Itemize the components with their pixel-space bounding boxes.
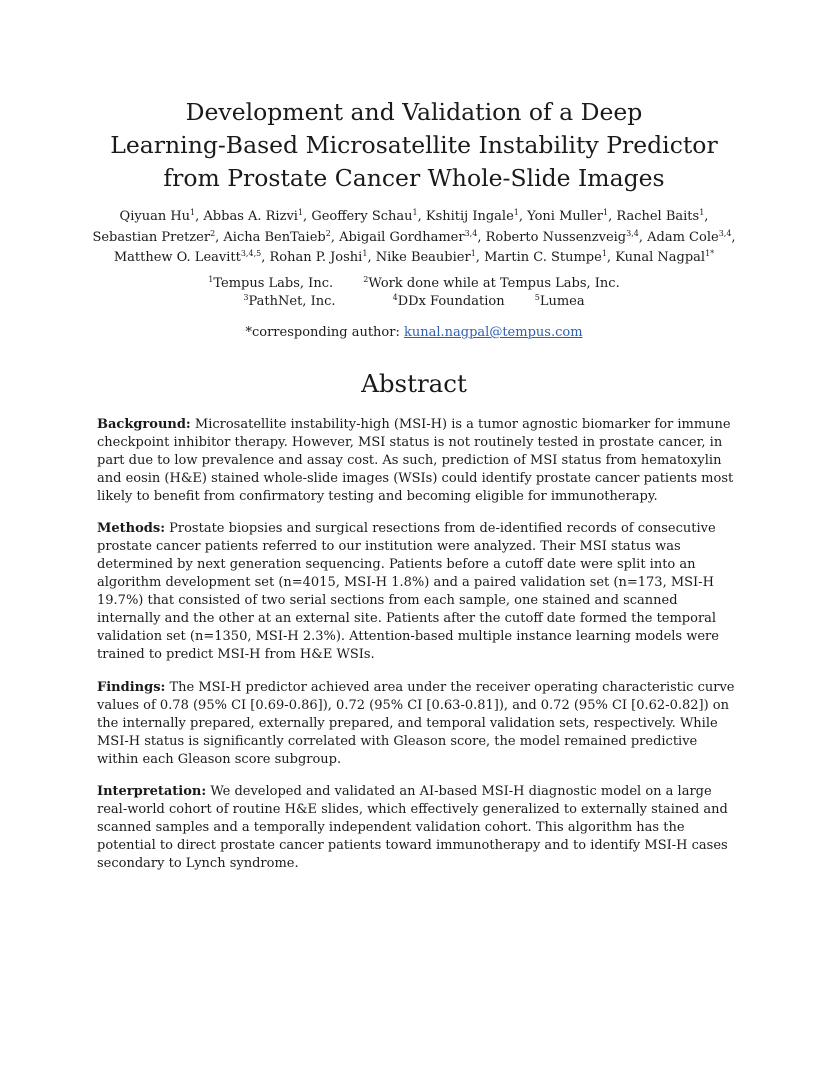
section-label: Methods: — [97, 521, 165, 536]
author: Martin C. Stumpe$^1$, — [484, 249, 616, 265]
abstract-interpretation — [97, 783, 737, 873]
section-label: Findings: — [97, 680, 166, 695]
title-line: Development and Validation of a Deep — [185, 98, 643, 126]
section-text: We developed and validated an AI-based MSI-H diagnostic model on a large real-world cohort of routine H&E slides, which effectively generalized to externally stained and scanned samples and a temporally independent validation cohort. This algorithm has the potential to direct prostate cancer patients toward immunotherapy and to identify MSI-H cases secondary to Lynch syndrome. — [97, 784, 728, 871]
corresponding-author — [60, 324, 768, 342]
abstract-background — [97, 416, 737, 506]
author: Sebastian Pretzer$^2$, — [92, 228, 224, 245]
affiliation: $^2$Work done while at Tempus Labs, Inc. — [363, 275, 620, 291]
author: Aicha BenTaieb$^2$, — [223, 228, 340, 245]
author: Kshitij Ingale$^1$, — [425, 208, 528, 224]
abstract-heading: Abstract — [361, 369, 467, 398]
author-list — [60, 207, 768, 269]
affiliation: $^4$DDx Foundation — [392, 293, 505, 309]
section-text: Microsatellite instability-high (MSI-H) is a tumor agnostic biomarker for immune checkpoint inhibitor therapy. However, MSI status is not routinely tested in prostate cancer, in part due to low prevalence and assay cost. As such, prediction of MSI status from hematoxylin and eosin (H&E) stained whole-slide images (WSIs) could identify prostate cancer patients most likely to benefit from confirmatory testing and becoming eligible for immunotherapy. — [97, 417, 734, 504]
affiliations-row — [60, 293, 768, 311]
author: Adam Cole$^{3,4}$, — [647, 228, 736, 245]
affiliation: $^3$PathNet, Inc. — [243, 293, 336, 309]
author: Geoffery Schau$^1$, — [311, 208, 426, 224]
author: Abbas A. Rizvi$^1$, — [203, 208, 312, 224]
author: Rohan P. Joshi$^1$, — [269, 249, 376, 265]
author: Kunal Nagpal$^{1*}$ — [615, 249, 715, 265]
author: Yoni Muller$^1$, — [527, 208, 617, 224]
author: Abigail Gordhamer$^{3,4}$, — [339, 228, 486, 245]
section-label: Interpretation: — [97, 784, 207, 799]
paper-title — [60, 96, 768, 195]
author: Roberto Nussenzveig$^{3,4}$, — [485, 228, 648, 245]
title-line: from Prostate Cancer Whole-Slide Images — [163, 164, 665, 192]
abstract-methods — [97, 520, 737, 664]
corresponding-prefix: *corresponding author: — [245, 325, 404, 340]
section-text: The MSI-H predictor achieved area under the receiver operating characteristic curve values of 0.78 (95% CI [0.69-0.86]), 0.72 (95% CI [0.63-0.81]), and 0.72 (95% CI [0.62-0.82]) on the internally prepared, externally prepared, and temporal validation sets, respectively. While MSI-H status is significantly correlated with Gleason score, the model remained predictive within each Gleason score subgroup. — [97, 680, 735, 767]
author: Rachel Baits$^1$, — [616, 208, 709, 224]
author: Nike Beaubier$^1$, — [375, 249, 485, 265]
title-line: Learning-Based Microsatellite Instability Predictor — [110, 131, 718, 159]
abstract-findings — [97, 679, 737, 769]
affiliations-row — [60, 275, 768, 293]
section-label: Background: — [97, 417, 191, 432]
section-text: Prostate biopsies and surgical resections from de-identified records of consecutive prostate cancer patients referred to our institution were analyzed. Their MSI status was determined by next generation sequencing. Patients before a cutoff date were split into an algorithm development set (n=4015, MSI-H 1.8%) and a paired validation set (n=173, MSI-H 19.7%) that consisted of two serial sections from each sample, one stained and scanned internally and the other at an external site. Patients after the cutoff date formed the temporal validation set (n=1350, MSI-H 2.3%). Attention-based multiple instance learning models were trained to predict MSI-H from H&E WSIs. — [97, 521, 719, 662]
affiliation: $^1$Tempus Labs, Inc. — [208, 275, 334, 291]
email-link[interactable]: kunal.nagpal@tempus.com — [404, 325, 583, 340]
affiliation: $^5$Lumea — [534, 293, 585, 309]
author: Qiyuan Hu$^1$, — [119, 208, 204, 224]
author: Matthew O. Leavitt$^{3,4,5}$, — [113, 249, 270, 265]
